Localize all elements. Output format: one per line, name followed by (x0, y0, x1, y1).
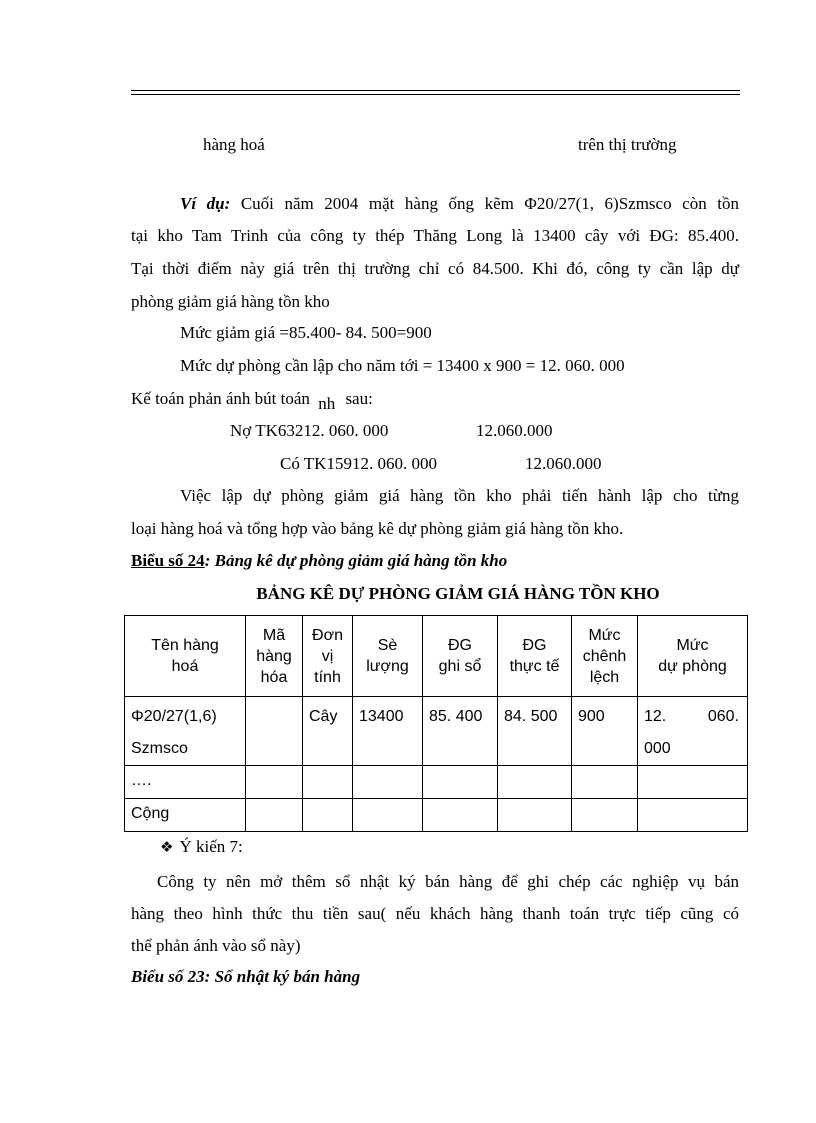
example-line-4: phòng giảm giá hàng tồn kho (131, 292, 330, 311)
example-line-2: tại kho Tam Trinh của công ty thép Thăng Long là 13400 cây với ĐG: 85.400. (131, 226, 739, 245)
paragraph2-line-1: Việc lập dự phòng giảm giá hàng tồn kho phải tiến hành lập cho từng (180, 486, 739, 505)
example-line-1 (180, 195, 739, 212)
header-cell-provision: Mức dự phòng (638, 616, 748, 697)
example-line-6: Mức dự phòng cần lập cho năm tới = 13400 x 900 = 12. 060. 000 (180, 356, 625, 375)
header-col-left: hàng hoá (203, 135, 265, 154)
opinion-title: Ý kiến 7: (179, 837, 243, 856)
bullet-icon: ❖ (160, 838, 174, 856)
opinion-line-1: Công ty nên mở thêm sổ nhật ký bán hàng để ghi chép các nghiệp vụ bán (157, 872, 739, 891)
credit-entry-label: Có TK15912. 060. 000 (280, 454, 437, 473)
example-line-7 (131, 389, 373, 413)
cell-market-price: 84. 500 (498, 697, 572, 766)
example-line-1-text: Cuối năm 2004 mặt hàng ống kẽm Φ20/27(1, 6)Szmsco còn tồn (230, 194, 739, 213)
cell-code (246, 697, 303, 766)
example-line-5: Mức giảm giá =85.400- 84. 500=900 (180, 323, 432, 342)
header-cell-unit: Đơn vị tính (303, 616, 353, 697)
cell-ellipsis: …. (125, 766, 246, 799)
header-col-right: trên thị trường (578, 135, 677, 154)
header-cell-market-price: ĐG thực tế (498, 616, 572, 697)
header-cell-qty: Sè lượng (353, 616, 423, 697)
form24-title: : Bảng kê dự phòng giảm giá hàng tồn kho (204, 551, 508, 570)
table-title: BẢNG KÊ DỰ PHÒNG GIẢM GIÁ HÀNG TỒN KHO (256, 584, 660, 603)
credit-entry-amount: 12.060.000 (525, 454, 602, 473)
cell-qty: 13400 (353, 697, 423, 766)
opinion-line-3: thể phản ánh vào sổ này) (131, 936, 301, 955)
example-line-7-sub: nh (318, 394, 336, 413)
debit-entry-amount: 12.060.000 (476, 421, 553, 440)
header-cell-name: Tên hàng hoá (125, 616, 246, 697)
form23-heading: Biểu số 23: Sổ nhật ký bán hàng (131, 967, 361, 986)
example-lead: Ví dụ: (180, 194, 231, 213)
example-line-3: Tại thời điểm này giá trên thị trường chỉ có 84.500. Khi đó, công ty cần lập dự (131, 259, 739, 278)
debit-entry-label: Nợ TK63212. 060. 000 (230, 421, 389, 440)
cell-total: Cộng (125, 799, 246, 832)
cell-provision: 12. 060. 000 (638, 697, 748, 766)
table-header-row (125, 616, 748, 697)
header-cell-book-price: ĐG ghi sổ (423, 616, 498, 697)
table-row (125, 697, 748, 766)
opinion-heading (160, 838, 243, 855)
header-rule-top (131, 90, 740, 91)
header-cell-code: Mã hàng hóa (246, 616, 303, 697)
header-rule-bottom (131, 94, 740, 95)
paragraph2-line-2: loại hàng hoá và tổng hợp vào bảng kê dự phòng giảm giá hàng tồn kho. (131, 519, 624, 538)
opinion-line-2: hàng theo hình thức thu tiền sau( nếu khách hàng thanh toán trực tiếp cũng có (131, 904, 739, 923)
example-line-7-a: Kế toán phản ánh bút toán (131, 389, 310, 408)
cell-book-price: 85. 400 (423, 697, 498, 766)
form24-heading (131, 552, 507, 569)
provision-table (124, 615, 748, 832)
header-cell-diff: Mức chênh lệch (572, 616, 638, 697)
cell-name: Φ20/27(1,6) Szmsco (125, 697, 246, 766)
cell-unit: Cây (303, 697, 353, 766)
form24-label: Biểu số 24 (131, 551, 205, 570)
example-line-7-b: sau: (345, 389, 373, 408)
table-row-ellipsis (125, 766, 748, 799)
cell-diff: 900 (572, 697, 638, 766)
table-row-total (125, 799, 748, 832)
